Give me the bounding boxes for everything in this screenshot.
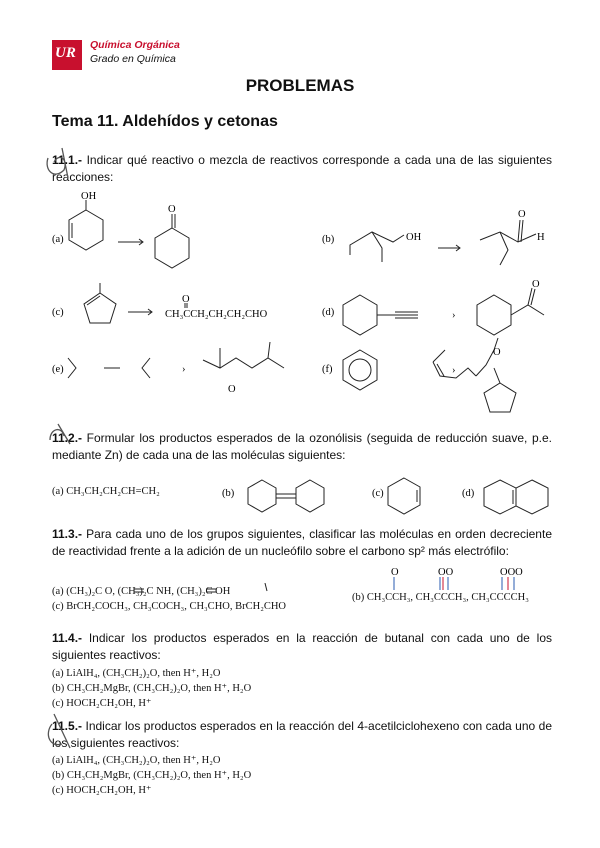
cyclopentene-ring — [84, 293, 116, 323]
series-3a: (a) (CH₃)₂C O, (CH₃)₂C NH, (CH₃)₂C OH — [52, 586, 231, 597]
octalin-ring-2 — [516, 480, 548, 514]
course-name: Química Orgánica — [90, 39, 180, 51]
cyclohexyl-ring-product — [477, 295, 511, 335]
oxygen-label: O — [168, 204, 176, 215]
arrow-icon: › — [452, 365, 456, 376]
reagent-5a: (a) LiAlH₄, (CH₃CH₂)₂O, then H⁺, H₂O — [52, 755, 221, 766]
arrow-icon: › — [182, 364, 186, 375]
series-3c: (c) BrCH₂COCH₃, CH₃COCH₃, CH₃CHO, BrCH₂CHO — [52, 601, 287, 612]
cyclopentyl-ring — [484, 383, 516, 412]
oxygen-label-d: O — [532, 279, 540, 290]
oxygen-label-c: O — [182, 294, 190, 305]
question-number: 11.2.- — [52, 431, 83, 445]
oxygen-label-f: O — [493, 347, 501, 358]
cyclohexene-ring — [388, 478, 420, 514]
oxygen-label-e: O — [228, 384, 236, 395]
svg-text:OO: OO — [438, 567, 454, 578]
oh-label-b: OH — [406, 232, 422, 243]
question-number: 11.5.- — [52, 719, 83, 733]
handwritten-check-mark-icon — [40, 708, 83, 758]
label-b: (b) — [322, 234, 335, 245]
oh-label: OH — [81, 191, 97, 202]
arrow-icon: › — [452, 310, 456, 321]
question-11-2 — [52, 430, 552, 464]
alcohol-chain — [350, 232, 404, 255]
svg-text:O: O — [391, 567, 399, 578]
question-text: Formular los productos esperados de la ozonólisis (seguida de reducción suave, p.e. mediante Zn) de cada una de las moléculas siguientes: — [52, 431, 552, 462]
reagent-5b: (b) CH₃CH₂MgBr, (CH₃CH₂)₂O, then H⁺, H₂O — [52, 770, 252, 781]
aldehyde-chain — [480, 232, 536, 242]
question-text: Indicar qué reactivo o mezcla de reactivos corresponde a cada una de las siguientes reacciones: — [52, 153, 552, 184]
topic-title: Tema 11. Aldehídos y cetonas — [52, 113, 278, 130]
carbonyl-marks-3b — [380, 566, 560, 594]
label-2c: (c) — [372, 488, 384, 499]
svg-text:OOO: OOO — [500, 567, 523, 578]
question-text: Indicar los productos esperados en la reacción de butanal con cada uno de los siguientes reactivos: — [52, 631, 552, 662]
label-a: (a) — [52, 234, 64, 245]
cyclohexyl-ring — [343, 295, 377, 335]
molecules-11-2 — [210, 470, 560, 520]
reagent-4a: (a) LiAlH₄, (CH₃CH₂)₂O, then H⁺, H₂O — [52, 668, 221, 679]
cyclohexylidene-ring-2 — [296, 480, 324, 512]
logo-text: UR — [55, 45, 76, 61]
handwritten-check-mark-icon — [40, 140, 83, 190]
university-logo — [52, 40, 82, 70]
oxygen-label-b: O — [518, 209, 526, 220]
question-number: 11.4.- — [52, 631, 83, 645]
cyclohexylidene-ring — [248, 480, 276, 512]
molecule-2a: (a) CH₃CH₂CH₂CH=CH₂ — [52, 486, 160, 497]
question-text: Para cada uno de los grupos siguientes, clasificar las moléculas en orden decreciente de reactividad frente a la adición de un nucleófilo sobre el carbono sp² más electrófilo: — [52, 527, 552, 558]
label-d: (d) — [322, 307, 335, 318]
label-c: (c) — [52, 307, 64, 318]
label-2d: (d) — [462, 488, 475, 499]
reagent-5c: (c) HOCH₂CH₂OH, H⁺ — [52, 785, 152, 796]
question-number: 11.3.- — [52, 527, 83, 541]
bond-marks-3a — [110, 583, 290, 599]
cyclohexanone-ring — [155, 228, 189, 268]
label-f: (f) — [322, 364, 333, 375]
question-11-4 — [52, 630, 552, 664]
degree-name: Grado en Química — [90, 53, 176, 65]
reagent-4b: (b) CH₃CH₂MgBr, (CH₃CH₂)₂O, then H⁺, H₂O — [52, 683, 252, 694]
question-number: 11.1.- — [52, 153, 83, 167]
h-label: H — [537, 232, 545, 243]
benzene-ring — [343, 350, 377, 390]
label-2b: (b) — [222, 488, 235, 499]
question-text: Indicar los productos esperados en la reacción del 4-acetilciclohexeno con cada uno de los siguientes reactivos: — [52, 719, 552, 750]
page-title: PROBLEMAS — [245, 76, 355, 95]
question-11-3 — [52, 526, 552, 560]
cyclohexene-ring — [69, 210, 103, 250]
product-c: CH₃CCH₂CH₂CH₂CHO — [165, 309, 268, 320]
reagent-4c: (c) HOCH₂CH₂OH, H⁺ — [52, 698, 152, 709]
octalin-ring-1 — [484, 480, 516, 514]
label-e: (e) — [52, 364, 64, 375]
series-3b: (b) CH₃CCH₃, CH₃CCCH₃, CH₃CCCCH₃ — [352, 592, 529, 603]
question-11-5 — [52, 718, 552, 752]
reactions-11-1 — [0, 190, 600, 415]
handwritten-check-mark-icon — [40, 418, 83, 458]
course-header — [90, 38, 180, 66]
question-11-1 — [52, 152, 552, 186]
